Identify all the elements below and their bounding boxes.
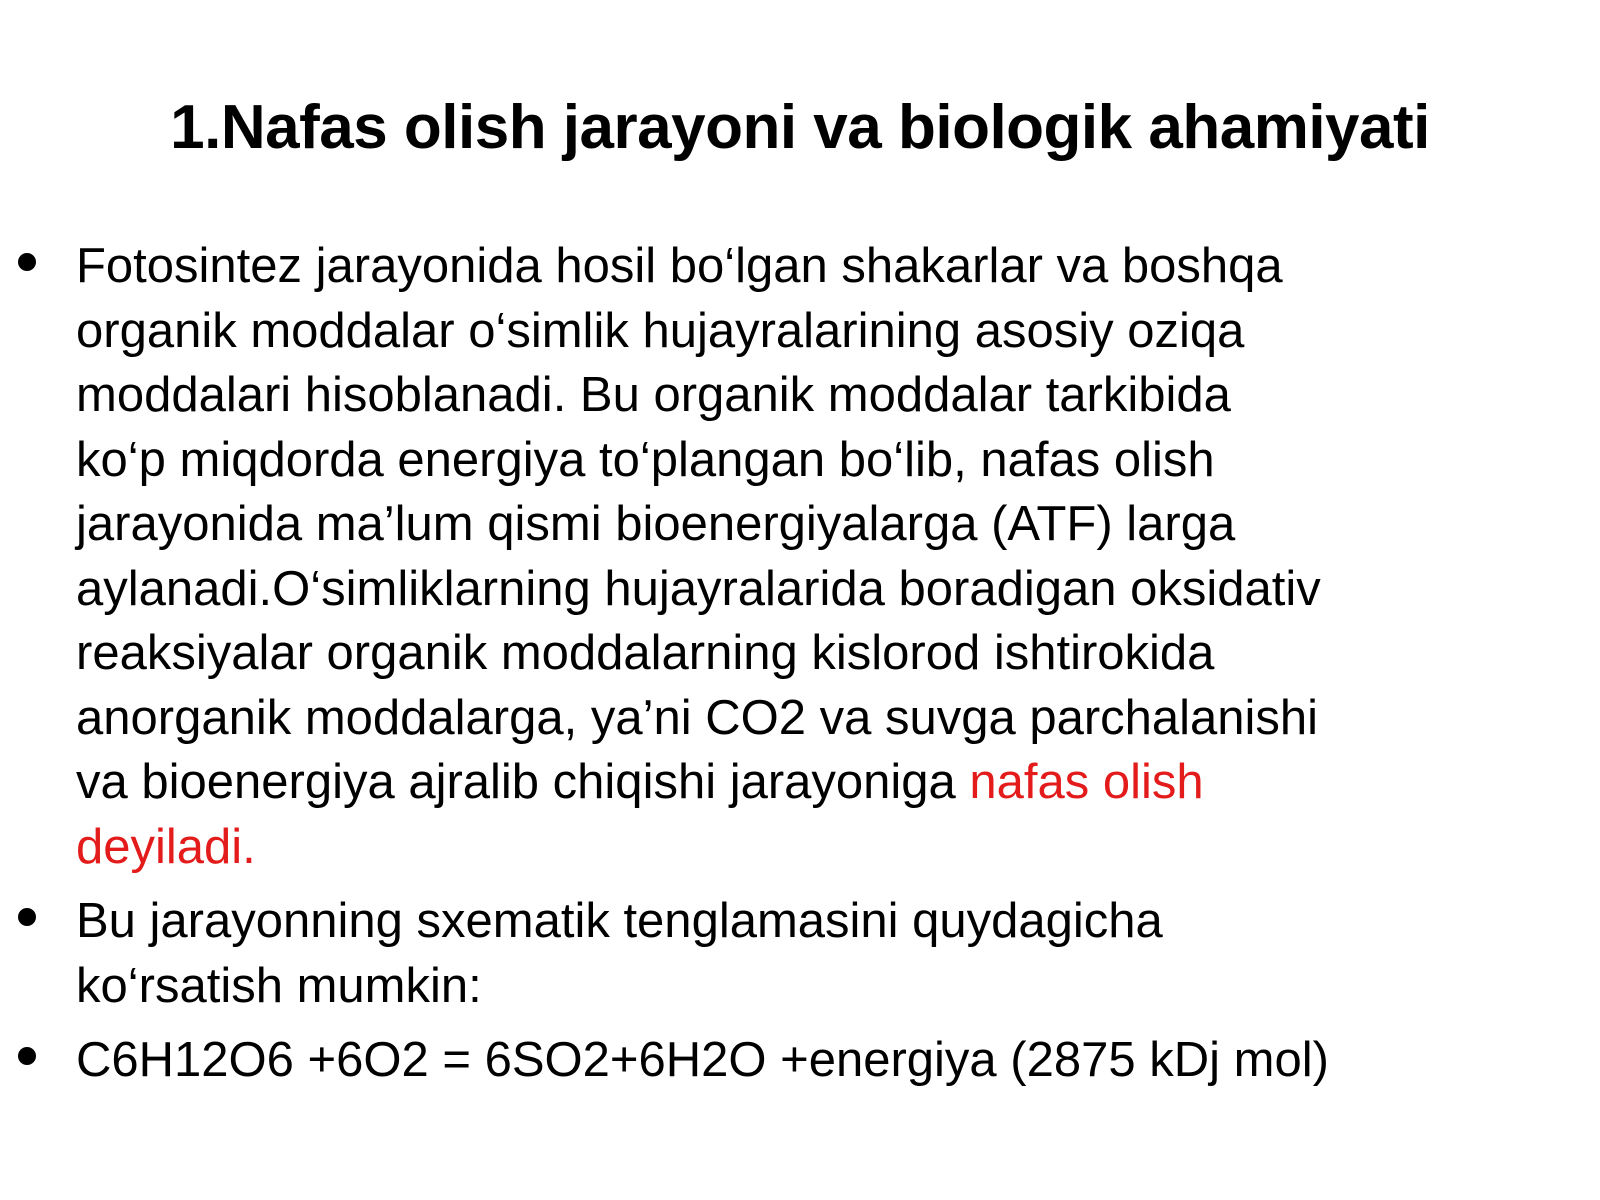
text-line: ko‘p miqdorda energiya to‘plangan bo‘lib, nafas olish: [76, 432, 1215, 487]
bullet-item-schema: [18, 889, 1578, 1018]
text-line: aylanadi.O‘simliklarning hujayralarida boradigan oksidativ: [76, 561, 1321, 616]
text-line: moddalari hisoblanadi. Bu organik moddalar tarkibida: [76, 368, 1231, 422]
bullet-dot-icon: [18, 908, 36, 926]
bullet-dot-icon: [18, 1047, 36, 1065]
highlighted-term-end: deyiladi.: [76, 819, 256, 874]
equation-text: C6H12O6 +6O2 = 6SO2+6H2O +energiya (2875 kDj mol): [76, 1033, 1329, 1087]
text-line: Bu jarayonning sxematik tenglamasini quydagicha: [76, 894, 1163, 948]
slide-title: 1.Nafas olish jarayoni va biologik ahamiyati: [170, 93, 1430, 162]
bullet-list: [18, 234, 1578, 1103]
highlighted-term: nafas olish: [969, 755, 1204, 809]
text-line: ko‘rsatish mumkin:: [76, 958, 482, 1013]
bullet-item-equation: [18, 1028, 1578, 1093]
text-segment: va bioenergiya ajralib chiqishi jarayoniga: [76, 755, 970, 809]
text-line: Fotosintez jarayonida hosil bo‘lgan shakarlar va boshqa: [76, 239, 1283, 293]
text-line: jarayonida ma’lum qismi bioenergiyalarga (ATF) larga: [76, 497, 1236, 551]
text-line: organik moddalar o‘simlik hujayralarining asosiy oziqa: [76, 303, 1245, 358]
bullet-item-definition: [18, 234, 1578, 879]
bullet-dot-icon: [18, 253, 36, 271]
text-line: reaksiyalar organik moddalarning kislorod ishtirokida: [76, 626, 1215, 680]
text-line: anorganik moddalarga, ya’ni CO2 va suvga parchalanishi: [76, 690, 1319, 745]
text-line-with-term: [76, 750, 1578, 815]
